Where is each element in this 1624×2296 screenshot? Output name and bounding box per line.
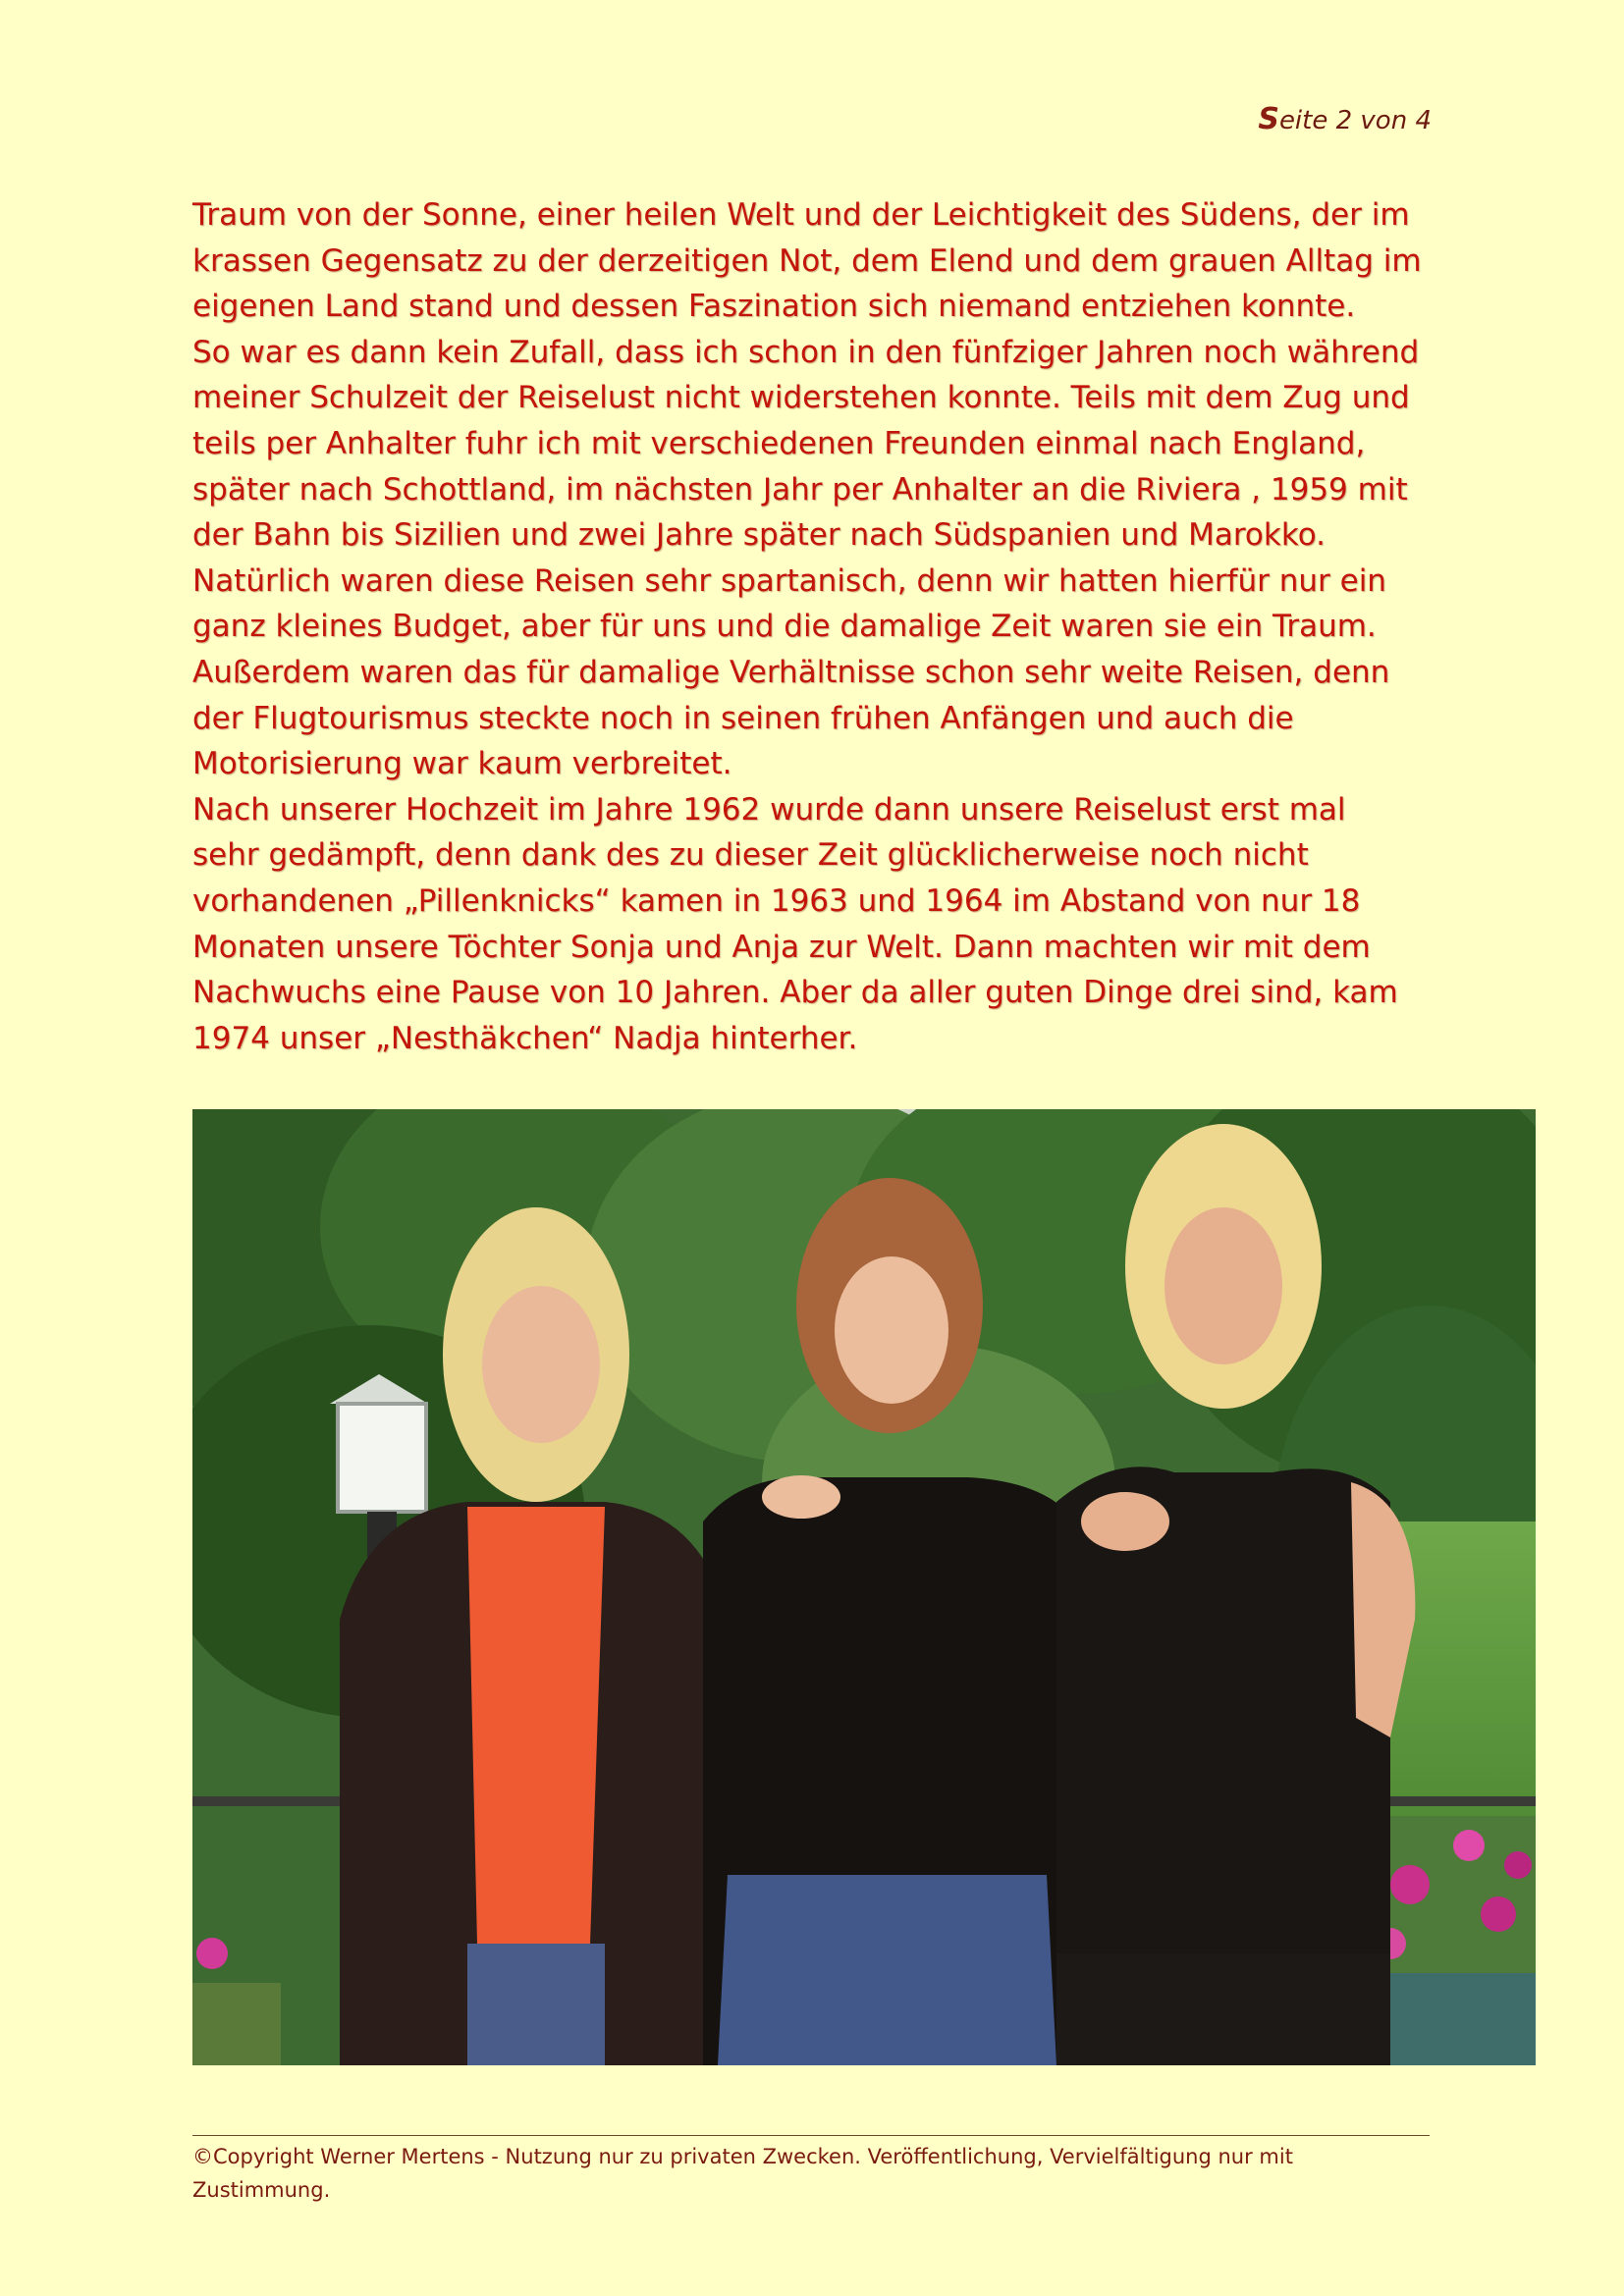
text-line: krassen Gegensatz zu der derzeitigen Not, dem Elend und dem grauen Alltag im — [192, 242, 1422, 279]
page-label-initial: S — [1258, 102, 1279, 136]
family-photo — [192, 1109, 1536, 2065]
page-number-label — [1258, 102, 1432, 136]
copyright-notice: ©Copyright Werner Mertens - Nutzung nur zu privaten Zwecken. Veröffentlichung, Vervielfältigung nur mit Zustimmung. — [192, 2145, 1293, 2202]
text-line: der Bahn bis Sizilien und zwei Jahre später nach Südspanien und Marokko. — [192, 517, 1326, 554]
text-line: meiner Schulzeit der Reiselust nicht widerstehen konnte. Teils mit dem Zug und — [192, 380, 1410, 416]
text-line: vorhandenen „Pillenknicks“ kamen in 1963 und 1964 im Abstand von nur 18 — [192, 882, 1361, 919]
photo-illustration — [192, 1109, 1536, 2065]
text-line: eigenen Land stand und dessen Faszination sich niemand entziehen konnte. — [192, 289, 1356, 325]
text-line: Monaten unsere Töchter Sonja und Anja zur Welt. Dann machten wir mit dem — [192, 929, 1371, 965]
body-text — [192, 192, 1439, 1061]
text-line: sehr gedämpft, denn dank des zu dieser Zeit glücklicherweise noch nicht — [192, 837, 1309, 874]
text-line: Nachwuchs eine Pause von 10 Jahren. Aber da aller guten Dinge drei sind, kam — [192, 975, 1398, 1011]
text-line: Natürlich waren diese Reisen sehr spartanisch, denn wir hatten hierfür nur ein — [192, 562, 1386, 599]
footer-divider — [192, 2135, 1430, 2136]
text-line: Motorisierung war kaum verbreitet. — [192, 746, 732, 782]
text-line: 1974 unser „Nesthäkchen“ Nadja hinterher. — [192, 1020, 858, 1056]
text-line: der Flugtourismus steckte noch in seinen frühen Anfängen und auch die — [192, 700, 1294, 736]
page-label-rest: eite 2 von 4 — [1278, 106, 1432, 135]
text-line: Nach unserer Hochzeit im Jahre 1962 wurde dann unsere Reiselust erst mal — [192, 791, 1346, 828]
text-line: teils per Anhalter fuhr ich mit verschiedenen Freunden einmal nach England, — [192, 425, 1366, 461]
text-line: ganz kleines Budget, aber für uns und die damalige Zeit waren sie ein Traum. — [192, 609, 1377, 645]
text-line: So war es dann kein Zufall, dass ich schon in den fünfziger Jahren noch während — [192, 334, 1420, 370]
text-line: später nach Schottland, im nächsten Jahr per Anhalter an die Riviera , 1959 mit — [192, 471, 1408, 507]
text-line: Traum von der Sonne, einer heilen Welt und der Leichtigkeit des Südens, der im — [192, 197, 1410, 233]
text-line: Außerdem waren das für damalige Verhältnisse schon sehr weite Reisen, denn — [192, 654, 1390, 690]
